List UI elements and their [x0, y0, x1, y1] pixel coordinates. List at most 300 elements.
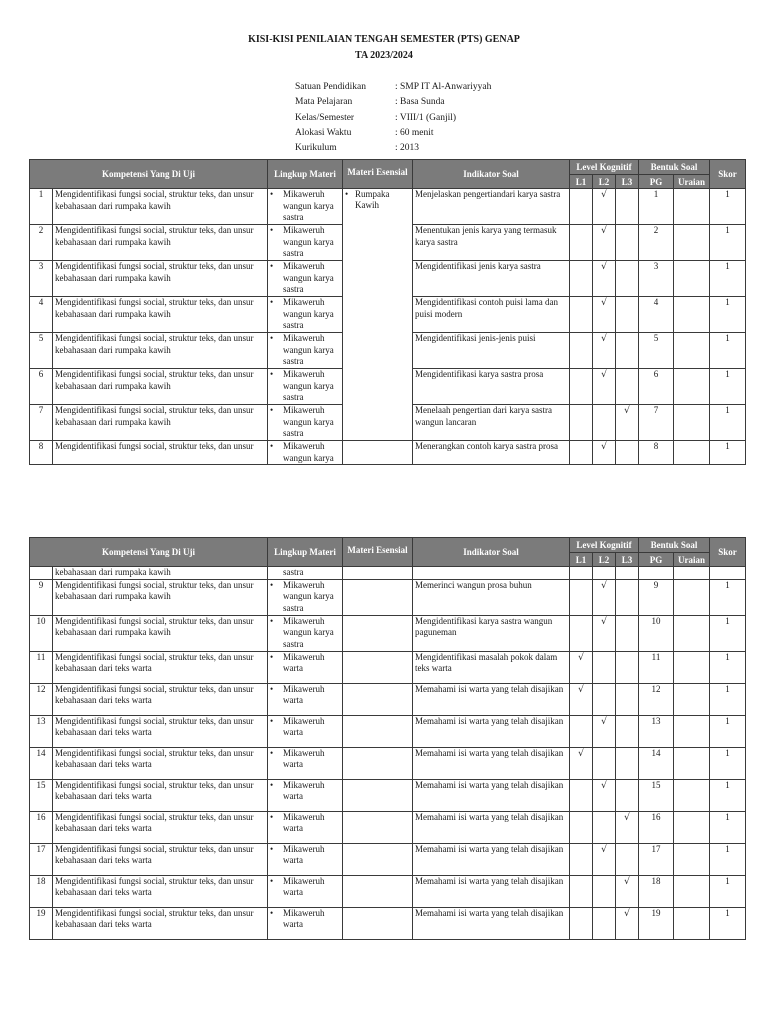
pg-number: 4 — [639, 297, 674, 333]
materi-cell — [343, 683, 413, 715]
materi-cell — [343, 651, 413, 683]
header-pg: PG — [639, 175, 674, 189]
level-l3-cell — [616, 441, 639, 465]
header-pg: PG — [639, 553, 674, 567]
indikator-cell: Memahami isi warta yang telah disajikan — [413, 747, 570, 779]
level-l3-cell — [616, 907, 639, 939]
header-uraian: Uraian — [674, 175, 710, 189]
lingkup-text: Mikaweruh warta — [283, 843, 325, 865]
level-l2-cell — [593, 811, 616, 843]
lingkup-item — [270, 616, 340, 651]
lingkup-cell — [268, 615, 343, 651]
info-label: Kelas/Semester — [295, 112, 355, 123]
level-l1-cell — [570, 369, 593, 405]
kompetensi-cell: Mengidentifikasi fungsi social, struktur teks, dan unsur kebahasaan dari teks warta — [53, 811, 268, 843]
check-mark-icon: √ — [601, 190, 607, 200]
pg-number: 19 — [639, 907, 674, 939]
level-l2-cell — [593, 843, 616, 875]
materi-cell — [343, 907, 413, 939]
bullet-icon: • — [270, 843, 274, 854]
kompetensi-cell: Mengidentifikasi fungsi social, struktur teks, dan unsur kebahasaan dari teks warta — [53, 683, 268, 715]
skor-value: 1 — [710, 875, 746, 907]
lingkup-item — [270, 716, 340, 739]
uraian-cell — [674, 297, 710, 333]
header-l2: L2 — [593, 175, 616, 189]
row-number: 3 — [30, 261, 53, 297]
level-l3-cell — [616, 405, 639, 441]
table-row — [30, 779, 746, 811]
level-l2-cell — [593, 579, 616, 615]
uraian-cell — [674, 715, 710, 747]
level-l2-cell — [593, 261, 616, 297]
level-l2-cell — [593, 747, 616, 779]
lingkup-item — [270, 333, 340, 368]
info-value: : VIII/1 (Ganjil) — [395, 112, 457, 123]
row-number: 9 — [30, 579, 53, 615]
row-number: 12 — [30, 683, 53, 715]
pg-number: 7 — [639, 405, 674, 441]
table-row — [30, 811, 746, 843]
header-skor: Skor — [710, 538, 746, 567]
level-l2-cell — [593, 225, 616, 261]
table-row — [30, 715, 746, 747]
skor-value: 1 — [710, 579, 746, 615]
lingkup-item — [270, 225, 340, 260]
skor-value: 1 — [710, 333, 746, 369]
lingkup-item — [270, 567, 340, 579]
lingkup-text: Mikaweruh wangun karya sastra — [283, 369, 334, 402]
bullet-icon: • — [270, 225, 274, 235]
header-l3: L3 — [616, 175, 639, 189]
check-mark-icon: √ — [624, 876, 630, 887]
indikator-cell: Memahami isi warta yang telah disajikan — [413, 843, 570, 875]
lingkup-item — [270, 780, 340, 803]
row-number: 1 — [30, 189, 53, 225]
indikator-cell: Memahami isi warta yang telah disajikan — [413, 683, 570, 715]
pg-number: 12 — [639, 683, 674, 715]
lingkup-cell — [268, 567, 343, 580]
bullet-icon: • — [270, 405, 274, 415]
materi-cell — [343, 747, 413, 779]
lingkup-cell — [268, 651, 343, 683]
indikator-cell: Menjelaskan pengertiandari karya sastra — [413, 189, 570, 225]
kompetensi-cell: kebahasaan dari rumpaka kawih — [53, 567, 268, 580]
level-l2-cell — [593, 441, 616, 465]
level-l3-cell — [616, 225, 639, 261]
indikator-cell: Memahami isi warta yang telah disajikan — [413, 875, 570, 907]
row-number: 18 — [30, 875, 53, 907]
info-value: : 60 menit — [395, 127, 434, 138]
lingkup-text: Mikaweruh wangun karya sastra — [283, 189, 334, 222]
lingkup-text: Mikaweruh warta — [283, 715, 325, 737]
level-l1-cell — [570, 683, 593, 715]
empty-cell — [674, 567, 710, 580]
pg-number: 16 — [639, 811, 674, 843]
kompetensi-cell: Mengidentifikasi fungsi social, struktur teks, dan unsur kebahasaan dari rumpaka kawih — [53, 333, 268, 369]
level-l2-cell — [593, 875, 616, 907]
bullet-icon: • — [270, 615, 274, 626]
pg-number: 13 — [639, 715, 674, 747]
materi-cell — [343, 779, 413, 811]
bullet-icon: • — [270, 715, 274, 726]
bullet-icon: • — [270, 779, 274, 790]
kisi-table-page-2 — [29, 537, 746, 940]
kompetensi-cell: Mengidentifikasi fungsi social, struktur teks, dan unsur kebahasaan dari teks warta — [53, 907, 268, 939]
row-number: 15 — [30, 779, 53, 811]
check-mark-icon: √ — [601, 442, 607, 452]
row-number — [30, 567, 53, 580]
lingkup-text: Mikaweruh warta — [283, 875, 325, 897]
kompetensi-cell: Mengidentifikasi fungsi social, struktur teks, dan unsur — [53, 441, 268, 465]
info-label: Mata Pelajaran — [295, 97, 353, 108]
kompetensi-cell: Mengidentifikasi fungsi social, struktur teks, dan unsur kebahasaan dari rumpaka kawih — [53, 297, 268, 333]
lingkup-cell — [268, 875, 343, 907]
kompetensi-cell: Mengidentifikasi fungsi social, struktur teks, dan unsur kebahasaan dari rumpaka kawih — [53, 225, 268, 261]
materi-text: Rumpaka Kawih — [355, 189, 390, 210]
skor-value: 1 — [710, 441, 746, 465]
header-uraian: Uraian — [674, 553, 710, 567]
header-indikator: Indikator Soal — [413, 160, 570, 189]
indikator-cell: Menerangkan contoh karya sastra prosa — [413, 441, 570, 465]
header-level-kognitif: Level Kognitif — [570, 538, 639, 553]
lingkup-text: Mikaweruh wangun karya sastra — [283, 579, 334, 613]
uraian-cell — [674, 747, 710, 779]
level-l3-cell — [616, 779, 639, 811]
bullet-icon: • — [270, 747, 274, 758]
lingkup-cell — [268, 297, 343, 333]
kompetensi-cell: Mengidentifikasi fungsi social, struktur teks, dan unsur kebahasaan dari teks warta — [53, 715, 268, 747]
row-number: 7 — [30, 405, 53, 441]
level-l1-cell — [570, 843, 593, 875]
table-row — [30, 875, 746, 907]
kompetensi-cell: Mengidentifikasi fungsi social, struktur teks, dan unsur kebahasaan dari teks warta — [53, 651, 268, 683]
skor-value: 1 — [710, 683, 746, 715]
level-l2-cell — [593, 683, 616, 715]
bullet-icon: • — [270, 875, 274, 886]
level-l1-cell — [570, 907, 593, 939]
check-mark-icon: √ — [601, 580, 607, 591]
lingkup-cell — [268, 225, 343, 261]
lingkup-item — [270, 405, 340, 440]
bullet-icon: • — [270, 261, 274, 271]
lingkup-text: sastra — [283, 567, 304, 577]
empty-cell — [570, 567, 593, 580]
continuation-row — [30, 567, 746, 580]
uraian-cell — [674, 779, 710, 811]
indikator-cell: Menentukan jenis karya yang termasuk karya sastra — [413, 225, 570, 261]
info-row — [295, 141, 491, 156]
info-row — [295, 95, 491, 110]
table-row — [30, 615, 746, 651]
lingkup-cell — [268, 907, 343, 939]
header-lingkup: Lingkup Materi — [268, 538, 343, 567]
level-l3-cell — [616, 811, 639, 843]
info-value: : SMP IT Al-Anwariyyah — [395, 82, 492, 92]
indikator-cell: Mengidentifikasi jenis-jenis puisi — [413, 333, 570, 369]
kompetensi-cell: Mengidentifikasi fungsi social, struktur teks, dan unsur kebahasaan dari rumpaka kawih — [53, 189, 268, 225]
uraian-cell — [674, 261, 710, 297]
uraian-cell — [674, 907, 710, 939]
bullet-icon: • — [270, 651, 274, 662]
row-number: 8 — [30, 441, 53, 465]
materi-cell — [343, 579, 413, 615]
level-l1-cell — [570, 189, 593, 225]
kompetensi-cell: Mengidentifikasi fungsi social, struktur teks, dan unsur kebahasaan dari teks warta — [53, 779, 268, 811]
uraian-cell — [674, 875, 710, 907]
level-l2-cell — [593, 369, 616, 405]
check-mark-icon: √ — [578, 748, 584, 759]
materi-cell — [343, 615, 413, 651]
check-mark-icon: √ — [601, 262, 607, 272]
level-l1-cell — [570, 441, 593, 465]
level-l1-cell — [570, 747, 593, 779]
lingkup-item — [270, 441, 340, 464]
skor-value: 1 — [710, 843, 746, 875]
level-l3-cell — [616, 651, 639, 683]
row-number: 11 — [30, 651, 53, 683]
lingkup-cell — [268, 333, 343, 369]
bullet-icon: • — [270, 683, 274, 694]
lingkup-cell — [268, 369, 343, 405]
lingkup-item — [270, 580, 340, 615]
check-mark-icon: √ — [601, 370, 607, 380]
lingkup-cell — [268, 261, 343, 297]
identity-block — [295, 80, 491, 156]
row-number: 4 — [30, 297, 53, 333]
row-number: 14 — [30, 747, 53, 779]
header-lingkup: Lingkup Materi — [268, 160, 343, 189]
level-l1-cell — [570, 297, 593, 333]
header-kompetensi: Kompetensi Yang Di Uji — [30, 160, 268, 189]
level-l1-cell — [570, 225, 593, 261]
check-mark-icon: √ — [624, 908, 630, 919]
lingkup-cell — [268, 405, 343, 441]
empty-cell — [710, 567, 746, 580]
level-l3-cell — [616, 297, 639, 333]
check-mark-icon: √ — [601, 716, 607, 727]
lingkup-text: Mikaweruh wangun karya sastra — [283, 225, 334, 258]
row-number: 6 — [30, 369, 53, 405]
bullet-icon: • — [345, 189, 349, 199]
lingkup-item — [270, 876, 340, 899]
pg-number: 6 — [639, 369, 674, 405]
kompetensi-cell: Mengidentifikasi fungsi social, struktur teks, dan unsur kebahasaan dari teks warta — [53, 875, 268, 907]
pg-number: 1 — [639, 189, 674, 225]
skor-value: 1 — [710, 651, 746, 683]
header-kompetensi: Kompetensi Yang Di Uji — [30, 538, 268, 567]
skor-value: 1 — [710, 369, 746, 405]
row-number: 16 — [30, 811, 53, 843]
level-l3-cell — [616, 747, 639, 779]
lingkup-item — [270, 812, 340, 835]
indikator-cell: Mengidentifikasi jenis karya sastra — [413, 261, 570, 297]
materi-cell — [343, 875, 413, 907]
lingkup-item — [270, 684, 340, 707]
indikator-cell: Mengidentifikasi masalah pokok dalam teks warta — [413, 651, 570, 683]
level-l2-cell — [593, 297, 616, 333]
lingkup-item — [270, 748, 340, 771]
level-l2-cell — [593, 615, 616, 651]
empty-cell — [616, 567, 639, 580]
lingkup-text: Mikaweruh warta — [283, 811, 325, 833]
indikator-cell: Memahami isi warta yang telah disajikan — [413, 779, 570, 811]
check-mark-icon: √ — [578, 652, 584, 663]
level-l3-cell — [616, 683, 639, 715]
header-materi: Materi Esensial — [343, 160, 413, 189]
lingkup-cell — [268, 189, 343, 225]
level-l3-cell — [616, 579, 639, 615]
empty-cell — [343, 567, 413, 580]
table-header — [30, 160, 746, 189]
level-l1-cell — [570, 261, 593, 297]
check-mark-icon: √ — [624, 406, 630, 416]
level-l3-cell — [616, 875, 639, 907]
row-number: 19 — [30, 907, 53, 939]
uraian-cell — [674, 369, 710, 405]
check-mark-icon: √ — [578, 684, 584, 695]
level-l2-cell — [593, 333, 616, 369]
academic-year: TA 2023/2024 — [355, 50, 413, 61]
lingkup-item — [270, 844, 340, 867]
indikator-cell: Memerinci wangun prosa buhun — [413, 579, 570, 615]
level-l2-cell — [593, 189, 616, 225]
skor-value: 1 — [710, 189, 746, 225]
table-row — [30, 579, 746, 615]
lingkup-cell — [268, 843, 343, 875]
check-mark-icon: √ — [601, 298, 607, 308]
pg-number: 5 — [639, 333, 674, 369]
level-l3-cell — [616, 333, 639, 369]
level-l3-cell — [616, 715, 639, 747]
skor-value: 1 — [710, 615, 746, 651]
header-materi: Materi Esensial — [343, 538, 413, 567]
row-number: 13 — [30, 715, 53, 747]
lingkup-text: Mikaweruh wangun karya — [283, 441, 334, 463]
lingkup-cell — [268, 715, 343, 747]
skor-value: 1 — [710, 261, 746, 297]
uraian-cell — [674, 843, 710, 875]
kompetensi-cell: Mengidentifikasi fungsi social, struktur teks, dan unsur kebahasaan dari rumpaka kawih — [53, 261, 268, 297]
kompetensi-cell: Mengidentifikasi fungsi social, struktur teks, dan unsur kebahasaan dari rumpaka kawih — [53, 369, 268, 405]
uraian-cell — [674, 225, 710, 261]
check-mark-icon: √ — [601, 226, 607, 236]
table-row — [30, 907, 746, 939]
level-l3-cell — [616, 615, 639, 651]
uraian-cell — [674, 405, 710, 441]
lingkup-text: Mikaweruh warta — [283, 683, 325, 705]
table-row — [30, 683, 746, 715]
kompetensi-cell: Mengidentifikasi fungsi social, struktur teks, dan unsur kebahasaan dari teks warta — [53, 747, 268, 779]
lingkup-text: Mikaweruh wangun karya sastra — [283, 261, 334, 294]
uraian-cell — [674, 615, 710, 651]
empty-cell — [413, 567, 570, 580]
level-l2-cell — [593, 651, 616, 683]
indikator-cell: Mengidentifikasi karya sastra prosa — [413, 369, 570, 405]
info-label: Kurikulum — [295, 143, 337, 154]
skor-value: 1 — [710, 225, 746, 261]
bullet-icon: • — [270, 297, 274, 307]
lingkup-item — [270, 652, 340, 675]
lingkup-item — [270, 908, 340, 931]
uraian-cell — [674, 333, 710, 369]
level-l2-cell — [593, 779, 616, 811]
lingkup-item — [270, 297, 340, 332]
kompetensi-cell: Mengidentifikasi fungsi social, struktur teks, dan unsur kebahasaan dari rumpaka kawih — [53, 579, 268, 615]
uraian-cell — [674, 811, 710, 843]
uraian-cell — [674, 651, 710, 683]
indikator-cell: Memahami isi warta yang telah disajikan — [413, 907, 570, 939]
lingkup-cell — [268, 779, 343, 811]
check-mark-icon: √ — [601, 780, 607, 791]
level-l3-cell — [616, 189, 639, 225]
materi-cell — [343, 441, 413, 465]
bullet-spacer — [270, 567, 283, 579]
pg-number: 3 — [639, 261, 674, 297]
row-number: 17 — [30, 843, 53, 875]
materi-cell — [343, 811, 413, 843]
table-row — [30, 747, 746, 779]
lingkup-cell — [268, 811, 343, 843]
header-bentuk-soal: Bentuk Soal — [639, 538, 710, 553]
lingkup-cell — [268, 579, 343, 615]
lingkup-cell — [268, 683, 343, 715]
row-number: 10 — [30, 615, 53, 651]
header-skor: Skor — [710, 160, 746, 189]
lingkup-item — [270, 369, 340, 404]
lingkup-text: Mikaweruh wangun karya sastra — [283, 297, 334, 330]
level-l1-cell — [570, 579, 593, 615]
empty-cell — [639, 567, 674, 580]
level-l3-cell — [616, 369, 639, 405]
empty-cell — [593, 567, 616, 580]
table-row — [30, 441, 746, 465]
header-bentuk-soal: Bentuk Soal — [639, 160, 710, 175]
pg-number: 17 — [639, 843, 674, 875]
skor-value: 1 — [710, 811, 746, 843]
materi-item — [345, 189, 410, 211]
level-l2-cell — [593, 907, 616, 939]
skor-value: 1 — [710, 779, 746, 811]
check-mark-icon: √ — [601, 616, 607, 627]
lingkup-text: Mikaweruh warta — [283, 651, 325, 673]
uraian-cell — [674, 189, 710, 225]
lingkup-text: Mikaweruh warta — [283, 907, 325, 929]
document-title: KISI-KISI PENILAIAN TENGAH SEMESTER (PTS) GENAP — [248, 34, 520, 45]
bullet-icon: • — [270, 369, 274, 379]
indikator-cell: Memahami isi warta yang telah disajikan — [413, 811, 570, 843]
bullet-icon: • — [270, 579, 274, 590]
header-indikator: Indikator Soal — [413, 538, 570, 567]
pg-number: 14 — [639, 747, 674, 779]
pg-number: 2 — [639, 225, 674, 261]
level-l1-cell — [570, 405, 593, 441]
bullet-icon: • — [270, 441, 274, 451]
info-row — [295, 111, 491, 126]
skor-value: 1 — [710, 297, 746, 333]
pg-number: 18 — [639, 875, 674, 907]
check-mark-icon: √ — [601, 844, 607, 855]
level-l2-cell — [593, 405, 616, 441]
info-row — [295, 126, 491, 141]
lingkup-item — [270, 261, 340, 296]
pg-number: 8 — [639, 441, 674, 465]
row-number: 2 — [30, 225, 53, 261]
lingkup-cell — [268, 747, 343, 779]
materi-cell — [343, 843, 413, 875]
info-label: Alokasi Waktu — [295, 127, 352, 138]
level-l1-cell — [570, 715, 593, 747]
info-value: : Basa Sunda — [395, 97, 445, 108]
